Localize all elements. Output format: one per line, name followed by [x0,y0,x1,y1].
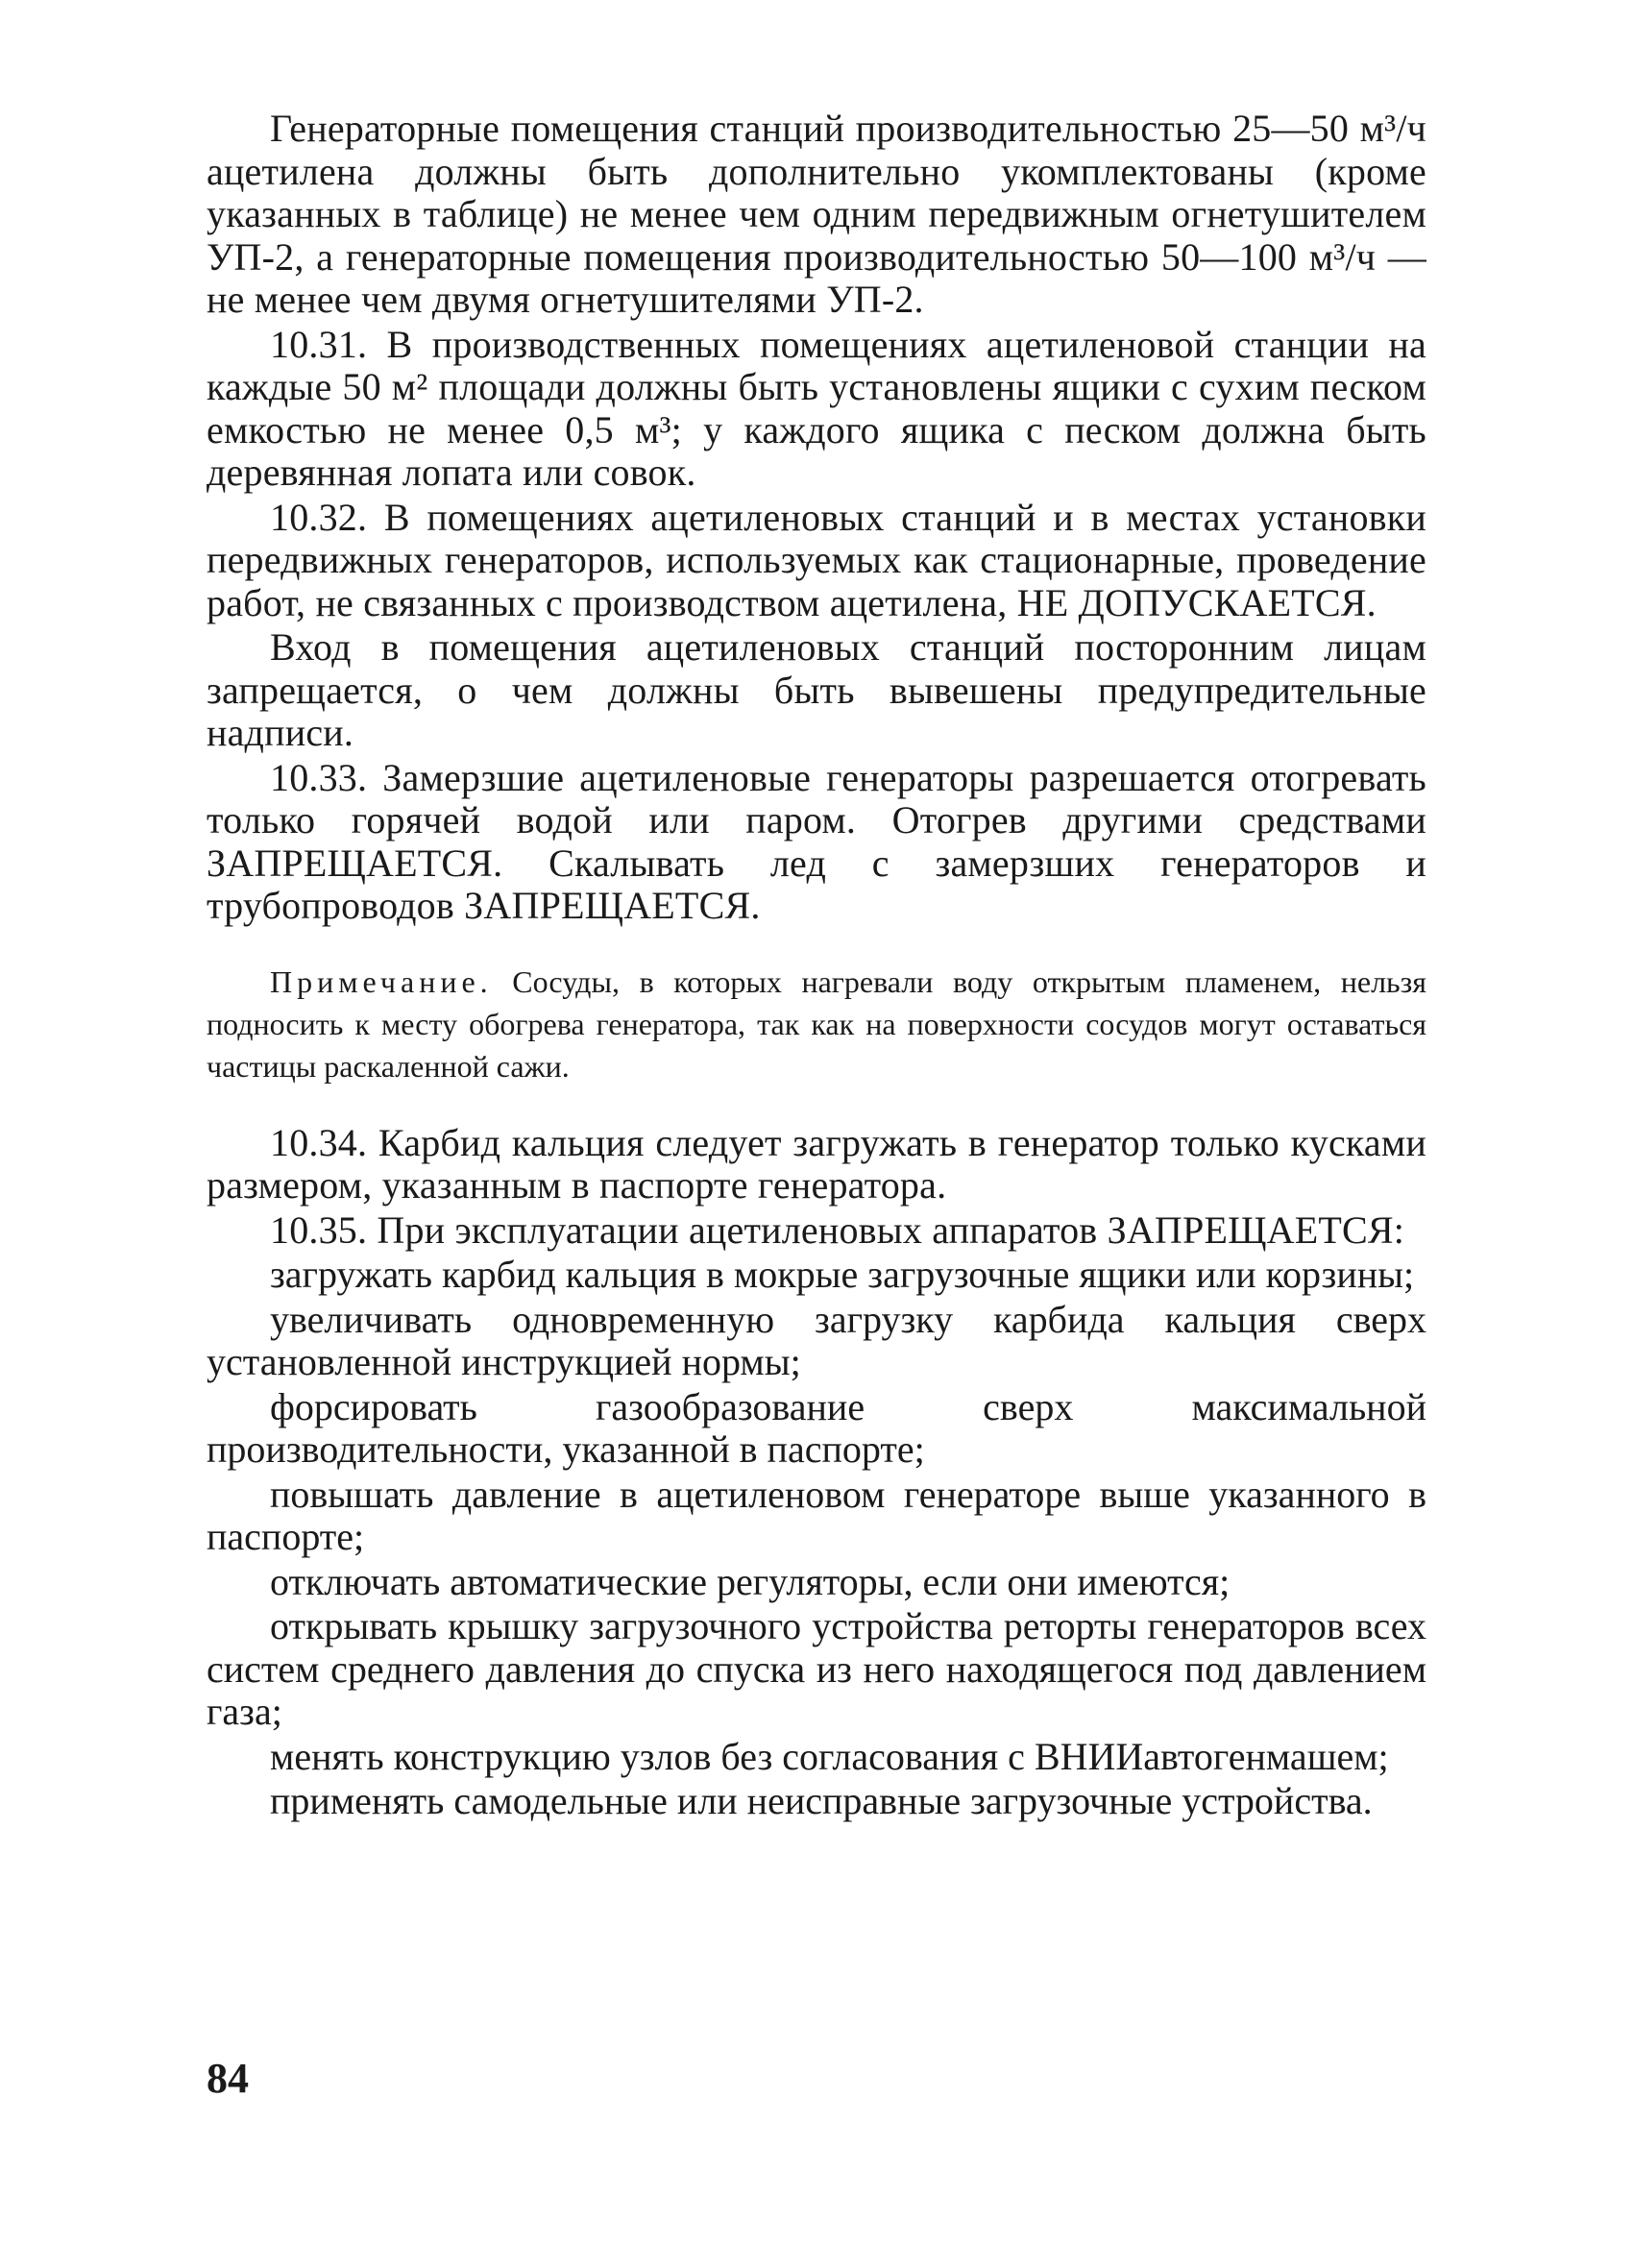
list-item: применять самодельные или неисправные загрузочные устройства. [270,1779,1373,1822]
paragraph-10-34: 10.34. Карбид кальция следует загружать в генератор только кусками размером, указанным в паспорте генератора. [207,1120,1426,1207]
paragraph-10-33: 10.33. Замерзшие ацетиленовые генераторы разрешается отогревать только горячей водой или паром. Отогрев другими средствами ЗАПРЕЩАЕТСЯ. Скалывать лед с замерзших генераторов и трубопроводов ЗАПРЕЩАЕТСЯ. [207,755,1426,927]
list-item: открывать крышку загрузочного устройства реторты генераторов всех систем среднего давления до спуска из него находящегося под давлением газа; [207,1604,1426,1733]
list-item: загружать карбид кальция в мокрые загрузочные ящики или корзины; [270,1253,1415,1296]
list-item: увеличивать одновременную загрузку карбида кальция сверх установленной инструкцией нормы; [207,1297,1426,1383]
list-item: форсировать газообразование сверх максимальной производительности, указанной в паспорте; [207,1384,1426,1471]
paragraph-entry-prohibited: Вход в помещения ацетиленовых станций посторонним лицам запрещается, о чем должны быть вывешены предупредительные надписи. [207,625,1426,754]
list-item: отключать автоматические регуляторы, если они имеются; [270,1559,1231,1603]
paragraph-10-31: 10.31. В производственных помещениях ацетиленовой станции на каждые 50 м² площади должны быть установлены ящики с сухим песком емкостью не менее 0,5 м³; у каждого ящика с песком должна быть деревянная лопата или совок. [207,322,1426,494]
note-text: Сосуды, в которых нагревали воду открытым пламенем, нельзя подносить к месту обогрева генератора, так как на поверхности сосудов могут оставаться частицы раскаленной сажи. [207,963,1427,1084]
prohibited-actions-list [207,1254,1426,1823]
list-item: повышать давление в ацетиленовом генераторе выше указанного в паспорте; [207,1472,1426,1558]
list-item: менять конструкцию узлов без согласования с ВНИИавтогенмашем; [270,1734,1389,1778]
note-block [207,961,1426,1087]
paragraph-10-32: 10.32. В помещениях ацетиленовых станций и в местах установки передвижных генераторов, используемых как стационарные, проведение работ, не связанных с производством ацетилена, НЕ ДОПУСКАЕТСЯ. [207,495,1426,624]
note-label: Примечание. [270,963,493,999]
paragraph-generator-rooms: Генераторные помещения станций производительностью 25—50 м³/ч ацетилена должны быть дополнительно укомплектованы (кроме указанных в таблице) не менее чем одним передвижным огнетушителем УП-2, а генераторные помещения производительностью 50—100 м³/ч — не менее чем двумя огнетушителями УП-2. [207,107,1426,321]
page-number: 84 [207,2055,249,2102]
paragraph-10-35: 10.35. При эксплуатации ацетиленовых аппаратов ЗАПРЕЩАЕТСЯ: [270,1207,1405,1252]
page-body [207,108,1426,1825]
